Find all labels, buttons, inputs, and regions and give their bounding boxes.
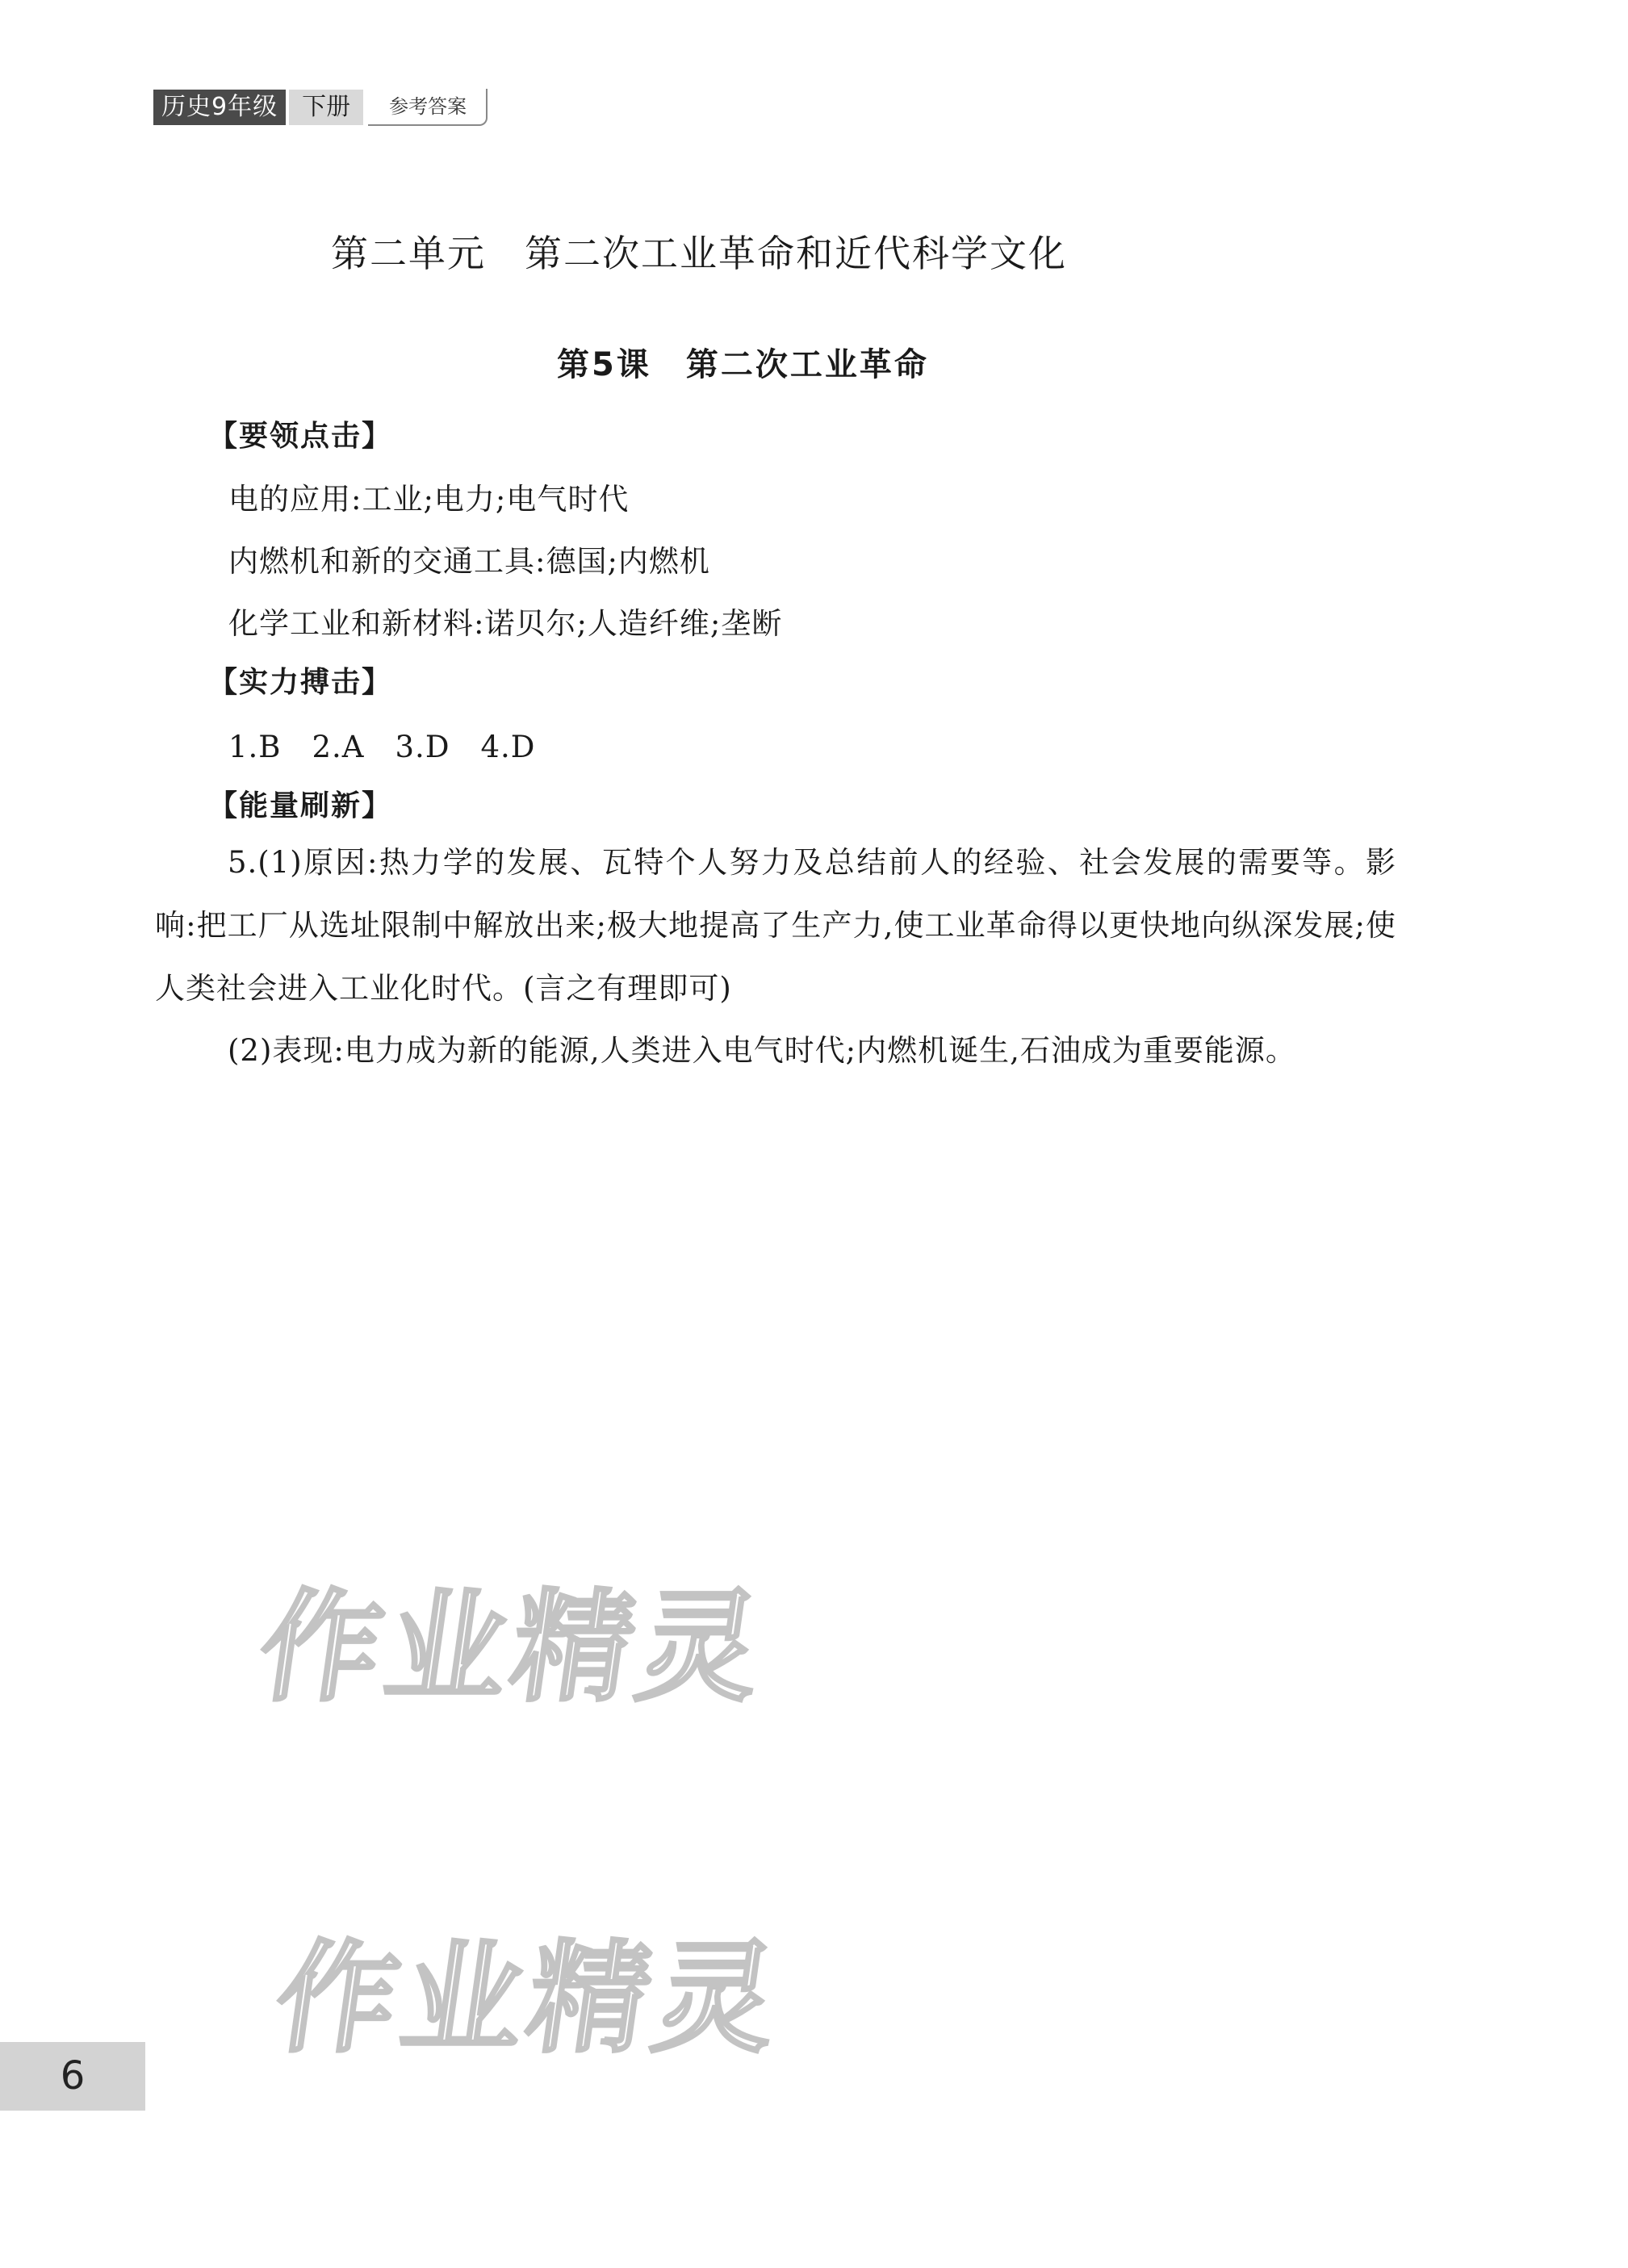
point-line: 电的应用:工业;电力;电气时代 [228, 482, 630, 517]
watermark: 作业精灵 [250, 1578, 775, 1718]
section-heading-points: 【要领点击】 [208, 420, 393, 453]
header-tab [153, 89, 488, 126]
lesson-title: 第5课 第二次工业革命 [557, 346, 929, 383]
subject-tag: 历史9年级 [153, 90, 286, 125]
volume-tag: 下册 [289, 90, 363, 125]
section-heading-energy: 【能量刷新】 [208, 789, 393, 822]
answer-line: 1.B 2.A 3.D 4.D [228, 730, 536, 764]
unit-title: 第二单元 第二次工业革命和近代科学文化 [331, 232, 1067, 275]
point-line: 内燃机和新的交通工具:德国;内燃机 [228, 544, 710, 579]
watermark: 作业精灵 [266, 1929, 791, 2069]
section-heading-practice: 【实力搏击】 [208, 666, 393, 699]
point-line: 化学工业和新材料:诺贝尔;人造纤维;垄断 [228, 606, 783, 641]
section-tag: 参考答案 [368, 89, 488, 126]
answer-paragraph: 5.(1)原因:热力学的发展、瓦特个人努力及总结前人的经验、社会发展的需要等。影响:把工厂从选址限制中解放出来;极大地提高了生产力,使工业革命得以更快地向纵深发展;使人类社会进入工业化时代。(言之有理即可) [155, 845, 1396, 1006]
page-number: 6 [0, 2042, 145, 2111]
answer-paragraph: (2)表现:电力成为新的能源,人类进入电气时代;内燃机诞生,石油成为重要能源。 [228, 1033, 1296, 1068]
